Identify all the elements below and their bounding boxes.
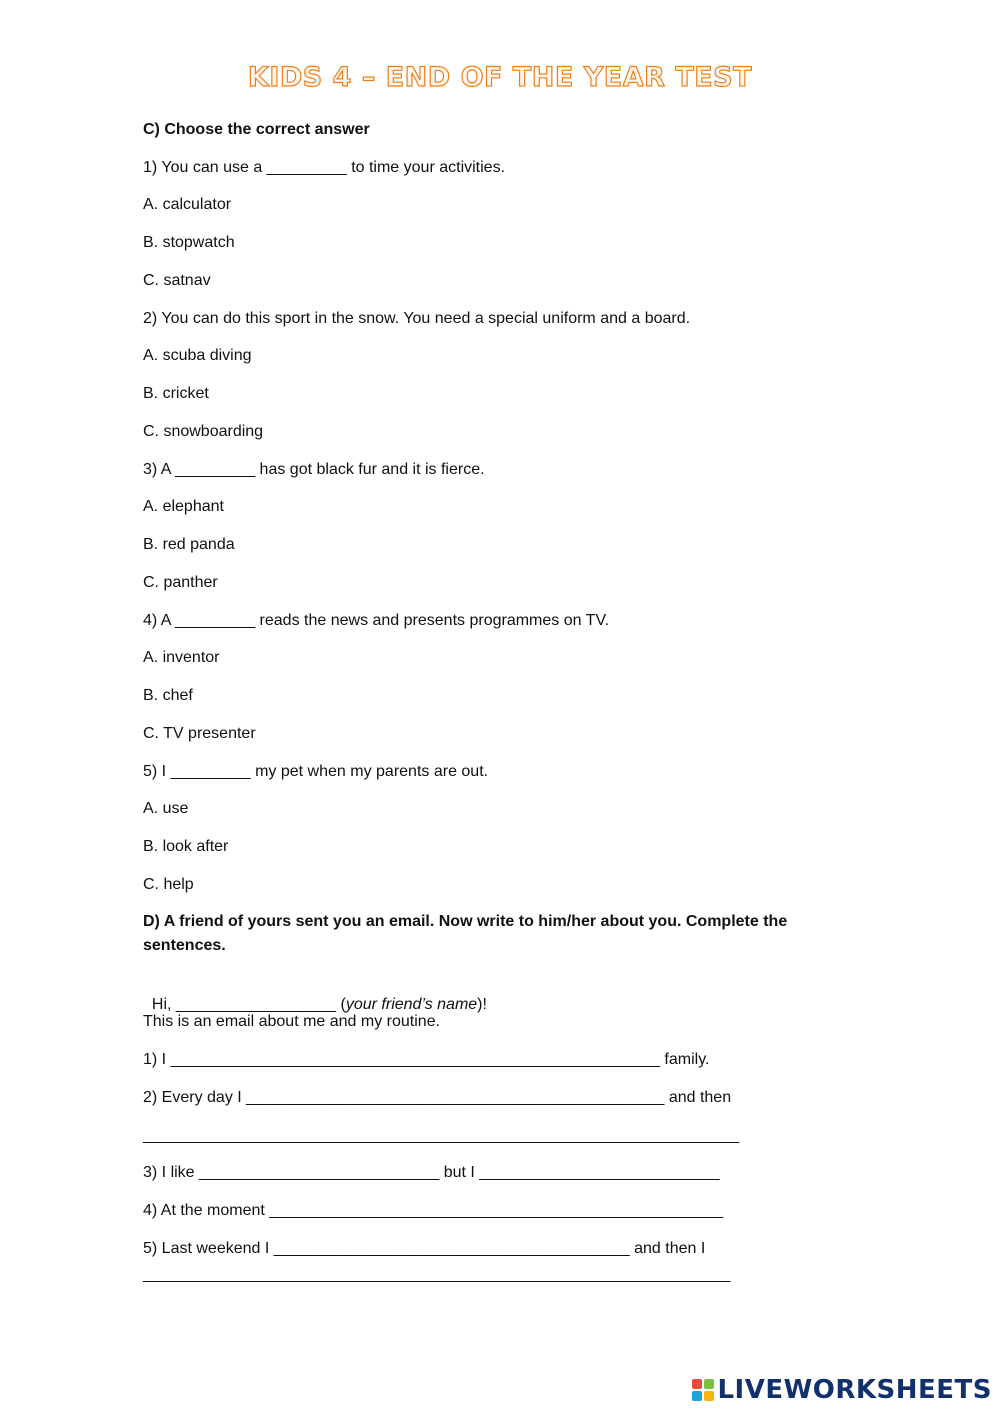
logo-square-yellow [704,1391,714,1401]
option-5c[interactable]: C. help [143,876,194,893]
option-3b[interactable]: B. red panda [143,536,235,553]
worksheet-title: KIDS 4 – END OF THE YEAR TEST [247,62,753,93]
sentence-1[interactable]: 1) I _______________________________________________________ family. [143,1051,710,1068]
greeting-end: )! [477,996,487,1013]
question-1: 1) You can use a _________ to time your activities. [143,159,506,176]
greeting-line[interactable] [143,975,487,1015]
liveworksheets-brand: LIVEWORKSHEETS [717,1375,992,1405]
sentence-5[interactable]: 5) Last weekend I ________________________________________ and then I [143,1240,706,1257]
option-4b[interactable]: B. chef [143,687,193,704]
option-1a[interactable]: A. calculator [143,196,232,213]
liveworksheets-logo-icon [692,1379,714,1401]
liveworksheets-logo[interactable] [692,1375,992,1405]
sentence-5-continued[interactable]: __________________________________________________________________ [143,1266,731,1283]
section-c-heading: C) Choose the correct answer [143,121,370,138]
question-2: 2) You can do this sport in the snow. You need a special uniform and a board. [143,310,691,327]
option-2b[interactable]: B. cricket [143,385,209,402]
sentence-4[interactable]: 4) At the moment ___________________________________________________ [143,1202,724,1219]
option-2c[interactable]: C. snowboarding [143,423,264,440]
greeting-start: Hi, __________________ ( [151,996,346,1013]
logo-square-red [692,1379,702,1389]
question-5: 5) I _________ my pet when my parents are out. [143,763,489,780]
option-1b[interactable]: B. stopwatch [143,234,235,251]
option-4c[interactable]: C. TV presenter [143,725,256,742]
option-4a[interactable]: A. inventor [143,649,220,666]
greeting-hint: your friend’s name [345,996,478,1013]
logo-square-blue [692,1391,702,1401]
option-5b[interactable]: B. look after [143,838,229,855]
sentence-3[interactable]: 3) I like ___________________________ but I ___________________________ [143,1164,720,1181]
option-1c[interactable]: C. satnav [143,272,211,289]
email-intro: This is an email about me and my routine. [143,1013,441,1030]
sentence-2[interactable]: 2) Every day I _______________________________________________ and then [143,1089,732,1106]
section-d-heading: D) A friend of yours sent you an email. Now write to him/her about you. Complete the sentences. [143,913,788,954]
question-4: 4) A _________ reads the news and presents programmes on TV. [143,612,610,629]
logo-square-green [704,1379,714,1389]
option-5a[interactable]: A. use [143,800,189,817]
sentence-2-continued[interactable]: ___________________________________________________________________ [143,1127,740,1144]
option-2a[interactable]: A. scuba diving [143,347,252,364]
option-3c[interactable]: C. panther [143,574,218,591]
question-3: 3) A _________ has got black fur and it is fierce. [143,461,485,478]
option-3a[interactable]: A. elephant [143,498,224,515]
